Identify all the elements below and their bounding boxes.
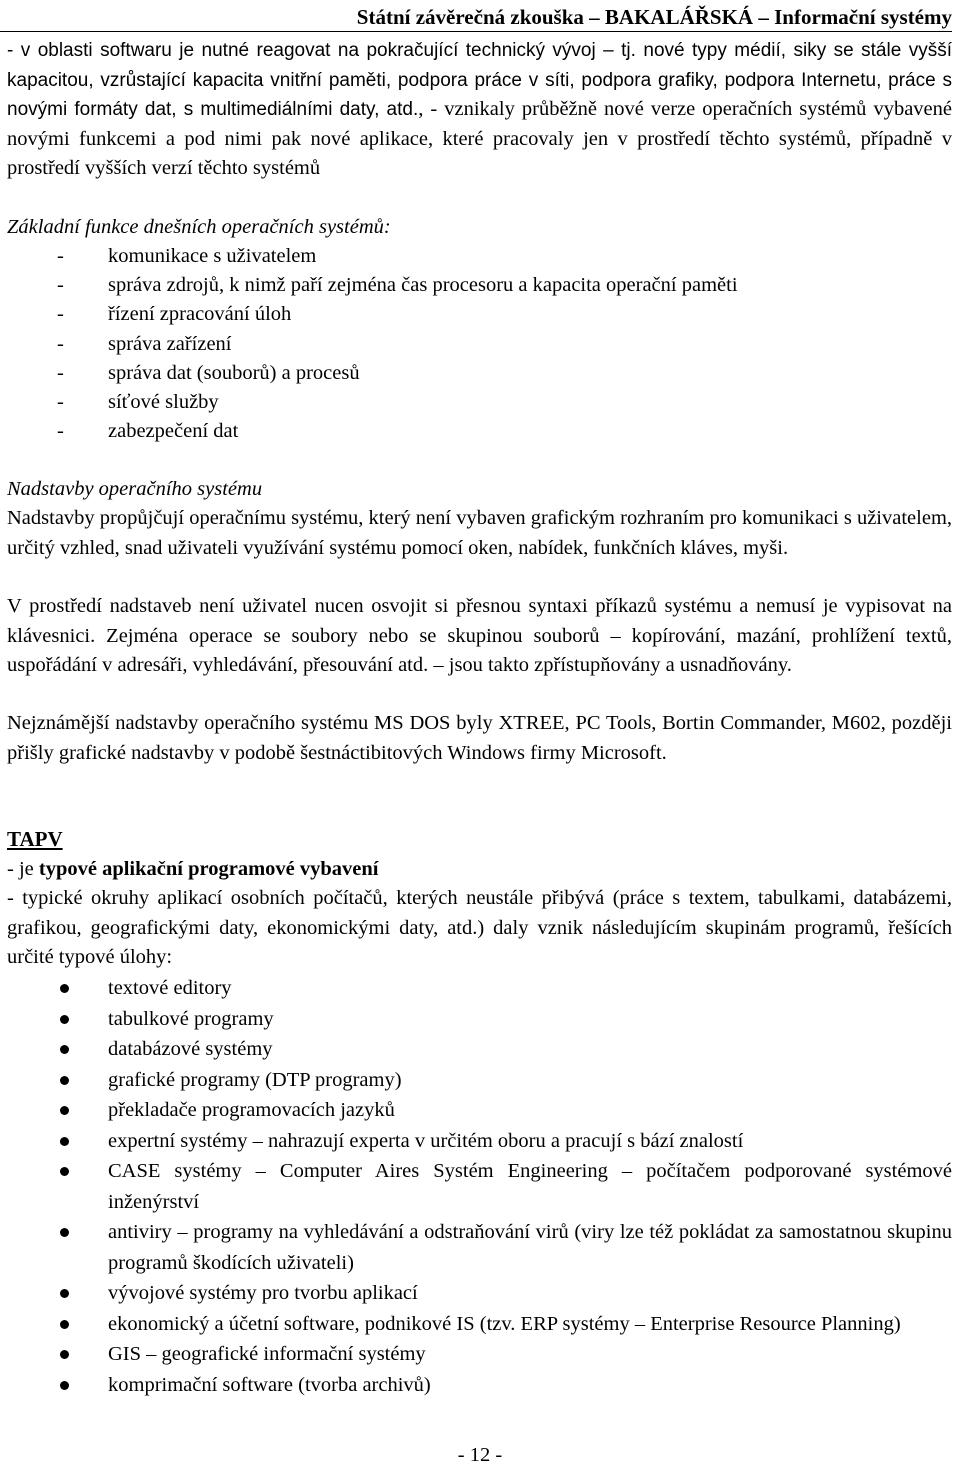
tapv-definition: - je typové aplikační programové vybavení xyxy=(7,858,379,880)
list-item: expertní systémy – nahrazují experta v určitém oboru a pracují s bází znalostí xyxy=(7,1126,952,1157)
nadstavby-paragraph-1: Nadstavby propůjčují operačnímu systému, který není vybaven grafickým rozhraním pro komunikaci s uživatelem, určitý vzhled, snad uživateli využívání systému pomocí oken, nabídek, funkčních kláves, myši. xyxy=(7,507,953,559)
tapv-definition-term: typové aplikační programové vybavení xyxy=(38,858,379,880)
bullet-icon xyxy=(60,1015,69,1024)
bullet-icon xyxy=(60,1076,69,1085)
bullet-icon xyxy=(60,1320,69,1329)
bullet-icon xyxy=(60,1381,69,1390)
bullet-icon xyxy=(60,984,69,993)
list-item: překladače programovacích jazyků xyxy=(7,1095,952,1126)
list-item: komprimační software (tvorba archivů) xyxy=(7,1370,952,1401)
bullet-icon xyxy=(60,1045,69,1054)
bullet-icon xyxy=(60,1350,69,1359)
bullet-icon xyxy=(60,1228,69,1237)
list-item: ekonomický a účetní software, podnikové IS (tzv. ERP systémy – Enterprise Resource Planning) xyxy=(7,1309,952,1340)
nadstavby-heading: Nadstavby operačního systému xyxy=(7,478,263,500)
functions-list xyxy=(7,242,952,446)
list-item: - správa dat (souborů) a procesů xyxy=(57,361,360,384)
tapv-paragraph: - typické okruhy aplikací osobních počítačů, kterých neustále přibývá (práce s textem, tabulkami, databázemi, grafikou, geografickými daty, ekonomickými daty, atd.) daly vznik následujícím skupinám programů, řešících určité typové úlohy: xyxy=(7,887,952,968)
list-item: GIS – geografické informační systémy xyxy=(7,1339,952,1370)
tapv-heading xyxy=(7,825,952,856)
bullet-icon xyxy=(60,1137,69,1146)
nadstavby-paragraph-2: V prostředí nadstaveb není uživatel nucen osvojit si přesnou syntaxi příkazů systému a nemusí je vypisovat na klávesnici. Zejména operace se soubory nebo se skupinou souborů – kopírování, mazání, prohlížení textů, uspořádání v adresáři, vyhledávání, přesouvání atd. – jsou takto zpřístupňovány a usnadňovány. xyxy=(7,595,952,676)
intro-text-2: , - vznikaly průběžně nové verze operačních systémů vybavené novými funkcemi a pod nimi pak nové aplikace, které pracovaly jen v prostředí těchto systémů, případně v prostředí vyšších verzí těchto systémů xyxy=(7,98,952,179)
list-item: - řízení zpracování úloh xyxy=(57,303,292,326)
bullet-icon xyxy=(60,1106,69,1115)
list-item: vývojové systémy pro tvorbu aplikací xyxy=(7,1278,952,1309)
list-item: tabulkové programy xyxy=(7,1004,952,1035)
list-item: - komunikace s uživatelem xyxy=(57,245,317,267)
nadstavby-paragraph-3: Nejznámější nadstavby operačního systému MS DOS byly XTREE, PC Tools, Bortin Commander, M602, později přišly grafické nadstavby v podobě šestnáctibitových Windows firmy Microsoft. xyxy=(7,712,952,764)
list-item: grafické programy (DTP programy) xyxy=(7,1065,952,1096)
list-item: databázové systémy xyxy=(7,1034,952,1065)
page-header: Státní závěrečná zkouška – BAKALÁŘSKÁ – Informační systémy xyxy=(0,4,952,32)
list-item: - zabezpečení dat xyxy=(57,420,239,443)
tapv-list xyxy=(7,973,952,1400)
bullet-icon xyxy=(60,1289,69,1298)
list-item: - správa zařízení xyxy=(57,332,232,355)
bullet-icon xyxy=(60,1167,69,1176)
list-item: - síťové služby xyxy=(57,391,219,414)
intro-paragraph xyxy=(7,36,952,184)
tapv-title: TAPV xyxy=(7,827,63,851)
list-item: textové editory xyxy=(7,973,952,1004)
intro-text-1: - v oblasti softwaru je nutné reagovat na pokračující technický vývoj – tj. nové typy médií, siky se stále vyšší kapacitou, vzrůstající kapacita vnitřní paměti, podpora práce v síti, podpora grafiky, podpora Internetu, práce s novými formáty dat, s multimediálními daty, atd. xyxy=(7,40,952,120)
list-item: antiviry – programy na vyhledávání a odstraňování virů (viry lze též pokládat za samostatnou skupinu programů škodících uživateli) xyxy=(7,1217,952,1278)
page-number: - 12 - xyxy=(457,1444,503,1466)
list-item: CASE systémy – Computer Aires Systém Engineering – počítačem podporované systémové inženýrství xyxy=(7,1156,952,1217)
list-item: - správa zdrojů, k nimž paří zejména čas procesoru a kapacita operační paměti xyxy=(57,274,738,297)
functions-heading: Základní funkce dnešních operačních systémů: xyxy=(7,216,391,238)
